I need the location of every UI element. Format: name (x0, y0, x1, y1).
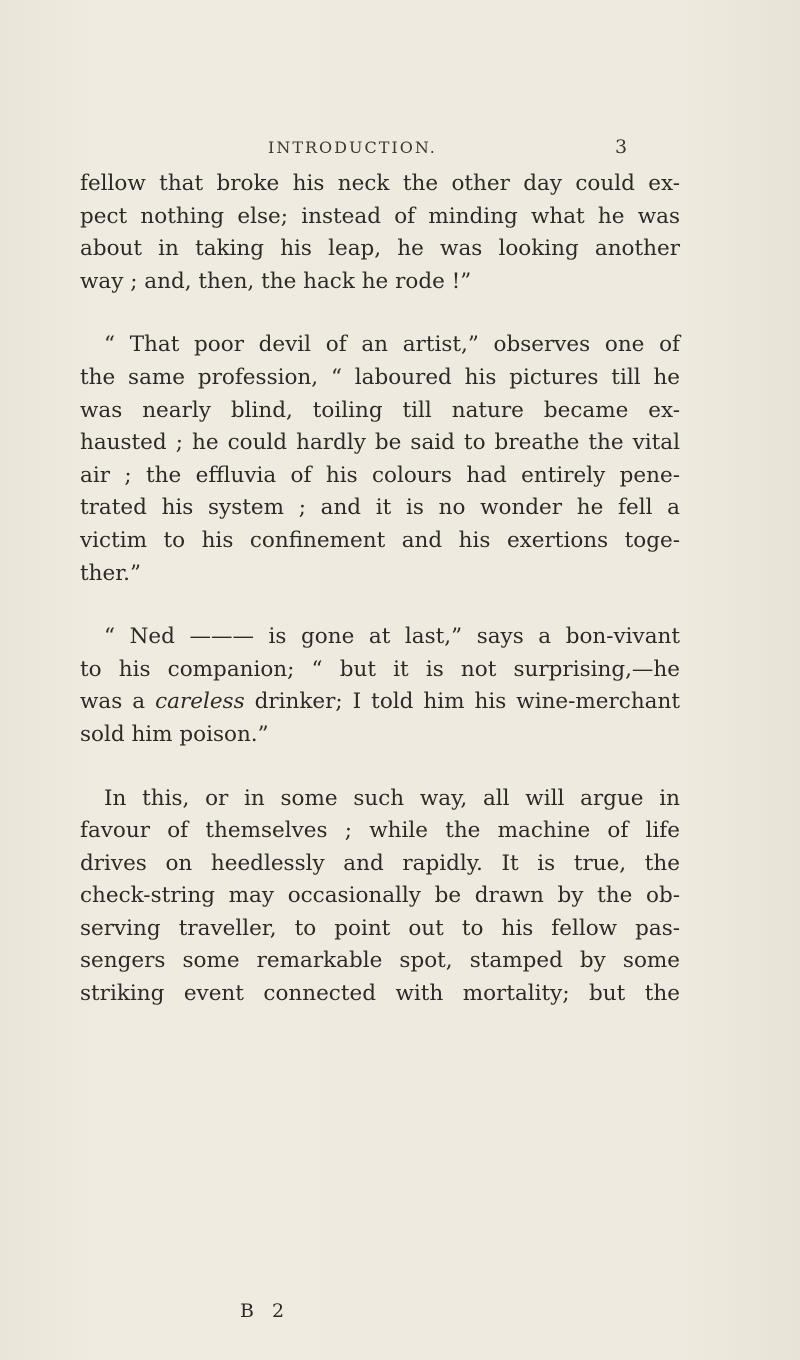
text-segment: was a (80, 689, 156, 715)
body-text (80, 168, 680, 1011)
text-line: pect nothing else; instead of minding what he was (80, 203, 680, 229)
text-line: ther.” (80, 560, 141, 586)
text-line: favour of themselves ; while the machine of life (80, 818, 680, 844)
text-line: fellow that broke his neck the other day could ex- (80, 171, 680, 196)
paragraph-1 (80, 168, 680, 298)
text-line: hausted ; he could hardly be said to breathe the vital (80, 430, 680, 456)
text-line: the same profession, “ laboured his pictures till he (80, 364, 680, 390)
paragraph-2 (80, 329, 680, 590)
text-line: about in taking his leap, he was looking another (80, 236, 680, 262)
text-line: victim to his confinement and his exertions toge- (80, 527, 680, 553)
text-line: striking event connected with mortality; but the (80, 981, 680, 1007)
text-line: “ That poor devil of an artist,” observes one of (104, 332, 680, 358)
page-number: 3 (615, 136, 628, 158)
text-line-with-italic (80, 686, 680, 719)
italic-word: careless (155, 689, 245, 715)
text-line: “ Ned ——— is gone at last,” says a bon-vivant (104, 624, 680, 650)
paragraph-3 (80, 621, 680, 751)
text-line: drives on heedlessly and rapidly. It is true, the (80, 850, 680, 876)
text-line: air ; the effluvia of his colours had entirely pene- (80, 462, 680, 488)
text-line: serving traveller, to point out to his fellow pas- (80, 915, 680, 941)
text-line: to his companion; “ but it is not surprising,—he (80, 656, 680, 682)
signature-mark: B 2 (240, 1300, 291, 1322)
text-line: check-string may occasionally be drawn by the ob- (80, 883, 680, 909)
text-line: trated his system ; and it is no wonder he fell a (80, 495, 680, 521)
text-line: sengers some remarkable spot, stamped by some (80, 948, 680, 974)
paragraph-4 (80, 783, 680, 1011)
running-head: INTRODUCTION. (268, 138, 437, 157)
text-line: In this, or in some such way, all will argue in (104, 785, 680, 811)
text-line: sold him poison.” (80, 721, 269, 747)
text-line: was nearly blind, toiling till nature became ex- (80, 397, 680, 423)
text-segment: drinker; I told him his wine-merchant (244, 689, 680, 715)
text-line: way ; and, then, the hack he rode !” (80, 268, 472, 294)
